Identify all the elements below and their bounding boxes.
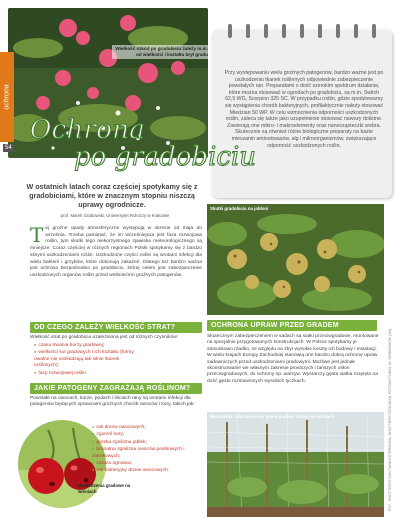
photo-credit-text: FOT.: SHUTTERSTOCK/TANA ESTERKOVA, SHUTTERSTOCK/AISA, FOTOMSTUDIO, M. GRABOWSKI (3X) [388, 328, 392, 512]
binder-ring [354, 24, 358, 38]
cherries-caption: Uszkodzenia gradowe na wiśniach [78, 483, 131, 494]
section-header-pathogens: JAKIE PATOGENY ZAGRAŻAJĄ ROŚLINOM? [30, 383, 202, 394]
binder-ring [372, 24, 376, 38]
list-item: ● fazy rozwojowej roślin. [34, 370, 134, 377]
note-text: Przy występowaniu wielu groźnych patogenów, bardzo ważne jest po uszkodzeniu tkanek roślinnych odpowiednie zabezpieczenie powstałych ran. Preparatami o dość szerokim spektrum działania, które można stosować w ogrodach po gradobiciu, są m.in. Switch 62,5 WG, Scorpion 325 SC. W przypadku roślin, gdzie spodziewamy się wystąpienia chorób bakteryjnych, profilaktycznie należy stosować Miedzian 50 WP. W celu wzmocnienia odporności uszkodzonych roślin, zaleca się także jako uzupełnienie stosować nawozy dolistne. Zawierają one mikro- i makroelementy oraz nanocząsteczki srebra. Skutecznie są również różne biologiczne preparaty na bazie mieszanin aminokwasów, alg i mikroorganizmów, zwiększające odporność uszkodzonych roślin. [224, 70, 384, 149]
list-item: ● rak bakteryjny drzew owocowych. [92, 467, 202, 474]
section-pathogens-intro: Powstałe na owocach, korze, pędach i liściach rany są wrotami infekcji dla patogenów będących sprawcami groźnych chorób owoców i kory, takich jak: [30, 396, 195, 408]
list-item: ● gorzka zgnilizna jabłek; [92, 439, 202, 446]
article-body-text: ej groźne opady atmosferyczne występują w okresie od maja do września. Trzeba pamiętać, że im wcześniejsza jest faza rozwojowa roślin, tym skutki tego niekorzystnego zjawiska meteorologicznego są mniejsze. Coraz częściej w różnych regionach Polski spotykamy się z bardzo silnymi uszkodzeniami roślin. Uszkodzone części roślin są wrotami infekcji dla wielu bakterii i grzybów, które dokonują zakażeń. Dlatego też bardzo ważna jest ochrona bezpośrednio po gradobiciu, której celem jest zabezpieczenie uszkodzonych organów roślin przed wnikniećem groźnych patogenów. [30, 226, 202, 278]
section-losses-intro: Wielkość strat po gradobiciu uzależniona jest od różnych czynników: [30, 335, 179, 340]
article-author: prof. Marek Grabowski, Uniwersytet Rolniczy w Krakowie [60, 213, 170, 218]
list-item: ● wielkości kul gradowych i ich kształtu (formy owalne nie uszkadzają tak silnie tkanek roślinnych); [34, 349, 134, 369]
section-protection-text: Skutecznym zabezpieczeniem w sadach są siatki przeciwgradowe, montowane na specjalnie przygotowanych konstrukcjach. W Polsce spotykamy je stosunkowo rzadko, ze względu na zbyt wysokie koszty ich budowy i instalacji. W wielu krajach Europy Zachodniej stanowią one bardzo dobrą ochronę upraw sadowniczych przed uszkodzeniami gradowymi. Możliwe jest jednak skonstruowanie we własnym zakresie prostszych i tańszych osłon przeciwgradowych, do ochrony np. warzyw. Wystarczy gęsta siatka rozpięta na dość gęsto rozstawionych wysokich tyczkach. [207, 334, 379, 384]
binder-ring [282, 24, 286, 38]
article-body [30, 223, 202, 280]
hero-caption: Wielkość szkód po gradobiciu zależy m.in. od wielkości i kształtu brył gradu [112, 45, 210, 59]
article-title-line1: Ochrona [30, 115, 146, 145]
section-pathogens-list [92, 424, 202, 475]
section-header-protection: OCHRONA UPRAW PRZED GRADEM [207, 320, 377, 331]
binder-ring [336, 24, 340, 38]
binder-ring [300, 24, 304, 38]
binder-ring [318, 24, 322, 38]
sidebar-note [212, 30, 392, 198]
list-item: ● czasu trwania burzy gradowej; [34, 342, 134, 349]
section-losses-list [34, 342, 134, 377]
drop-cap: T [30, 223, 44, 247]
photo-credit [384, 330, 396, 510]
binder-ring [228, 24, 232, 38]
greenhouse-caption: Warzywnik zabezpieczony przed gradem siatką na tyczkach [210, 414, 335, 419]
article-lead: W ostatnich latach coraz częściej spotykamy się z gradobiciami, które w znacznym stopniu niszczą uprawy ogrodnicze. [26, 182, 198, 209]
list-item: ● zaraza ogniowa; [92, 460, 202, 467]
article-title-line2: po gradobiciu [74, 142, 257, 172]
greenhouse-photo [207, 412, 384, 517]
section-header-losses: OD CZEGO ZALEŻY WIELKOŚĆ STRAT? [30, 322, 202, 333]
binder-ring [246, 24, 250, 38]
section-tab-label: ochrona [3, 84, 11, 110]
list-item: ● rak drzew owocowych; [92, 424, 202, 431]
list-item: ● brunatna zgnilizna owoców pestkowych i ziarnkowych; [92, 446, 202, 460]
list-item: ● zgorzel kory; [92, 431, 202, 438]
page-number: 54 [5, 145, 12, 151]
binder-ring [264, 24, 268, 38]
apples-caption: Skutki gradobicia na jabłoni [210, 206, 269, 211]
section-tab [0, 52, 14, 142]
apples-photo [207, 204, 384, 315]
